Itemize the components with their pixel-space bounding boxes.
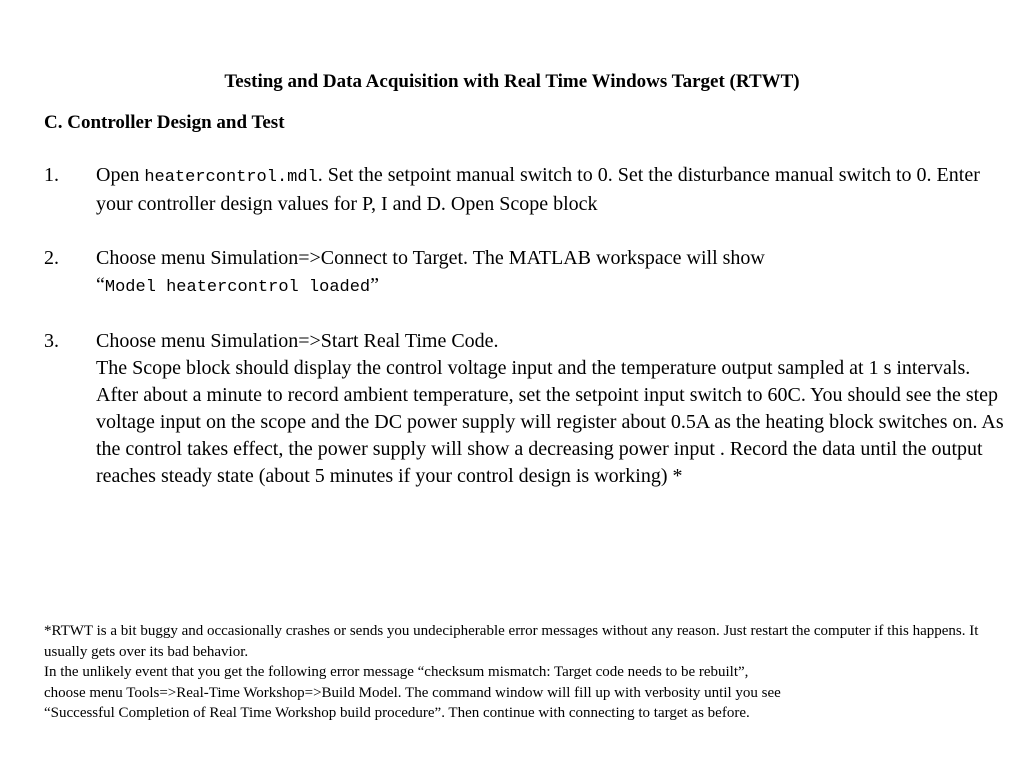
- step-1-filename: heatercontrol.mdl: [144, 168, 318, 187]
- footnote-line-3: choose menu Tools=>Real-Time Workshop=>Build Model. The command window will fill up with verbosity until you see: [44, 684, 781, 701]
- step-1: [44, 162, 1004, 218]
- step-2-line2: [96, 272, 1004, 301]
- step-2-number: 2.: [44, 247, 59, 269]
- step-3-number: 3.: [44, 330, 59, 352]
- step-3: [44, 328, 1004, 490]
- step-2-workspace-message: Model heatercontrol loaded: [104, 278, 371, 297]
- step-3-body: [96, 328, 1004, 490]
- step-2-body: [96, 245, 1004, 301]
- footnote: [44, 621, 1014, 724]
- step-1-body: [96, 162, 1004, 218]
- step-1-number: 1.: [44, 164, 59, 186]
- step-2: [44, 245, 1004, 301]
- footnote-line-1: *RTWT is a bit buggy and occasionally crashes or sends you undecipherable error messages without any reason. Just restart the computer if this happens. It usually gets over its bad behavior.: [44, 623, 979, 660]
- section-heading: C. Controller Design and Test: [44, 112, 285, 133]
- page-title: Testing and Data Acquisition with Real Time Windows Target (RTWT): [224, 71, 800, 92]
- step-1-text-before: Open: [96, 164, 145, 186]
- step-3-line1: Choose menu Simulation=>Start Real Time Code.: [96, 330, 499, 352]
- step-2-line1: Choose menu Simulation=>Connect to Target. The MATLAB workspace will show: [96, 247, 765, 269]
- step-1-text-after: . Set the setpoint manual switch to 0. Set the disturbance manual switch to 0. Enter your controller design values for P, I and D. Open Scope block: [96, 164, 980, 215]
- footnote-line-4: “Successful Completion of Real Time Workshop build procedure”. Then continue with connecting to target as before.: [44, 705, 750, 721]
- step-2-open-quote: “: [96, 274, 105, 296]
- step-2-close-quote: ”: [370, 274, 380, 296]
- step-3-paragraph: The Scope block should display the control voltage input and the temperature output sampled at 1 s intervals. After about a minute to record ambient temperature, set the setpoint input switch to 60C. You should see the step voltage input on the scope and the DC power supply will register about 0.5A as the heating block switches on. As the control takes effect, the power supply will show a decreasing power input . Record the data until the output reaches steady state (about 5 minutes if your control design is working) *: [96, 357, 1004, 487]
- footnote-line-2: In the unlikely event that you get the following error message “checksum mismatch: Target code needs to be rebuilt”,: [44, 664, 749, 680]
